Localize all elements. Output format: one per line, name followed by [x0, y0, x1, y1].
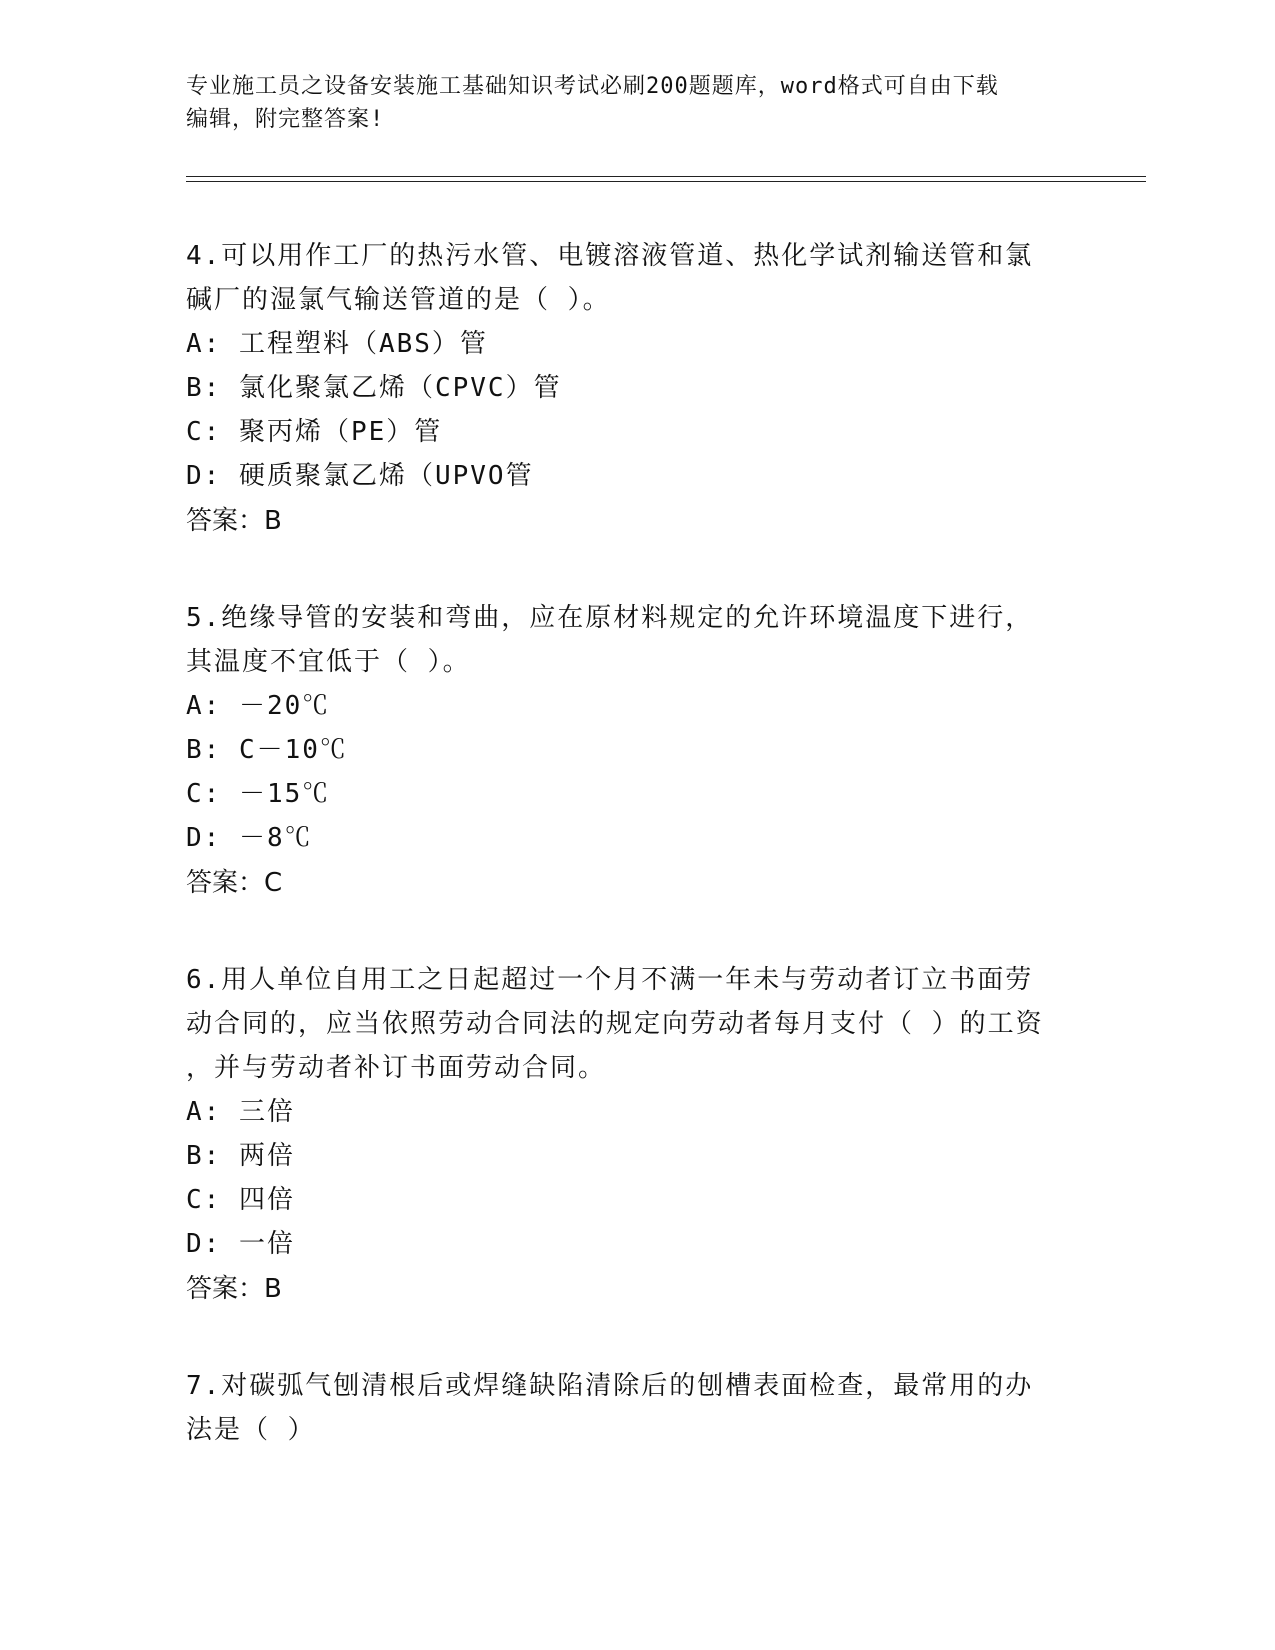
question-stem-line: 动合同的，应当依照劳动合同法的规定向劳动者每月支付（ ）的工资	[186, 1009, 1044, 1039]
option-b: B: 氯化聚氯乙烯（CPVC）管	[186, 373, 562, 403]
option-c: C: －15℃	[186, 779, 331, 809]
question-stem-line: 法是（ ）	[186, 1415, 316, 1445]
option-a: A: －20℃	[186, 691, 331, 721]
answer-label: 答案：B	[186, 506, 282, 536]
header-divider-bottom	[186, 181, 1146, 182]
question-stem-line: 6.用人单位自用工之日起超过一个月不满一年未与劳动者订立书面劳	[186, 965, 1034, 995]
header-line-2: 编辑，附完整答案!	[186, 107, 385, 132]
answer-label: 答案：C	[186, 868, 283, 898]
question-stem-line: 其温度不宜低于（ ）。	[186, 647, 471, 677]
answer-label: 答案：B	[186, 1274, 282, 1304]
document-header	[186, 70, 1066, 136]
option-d: D: 硬质聚氯乙烯（UPVO管	[186, 461, 534, 491]
option-b: B: C－10℃	[186, 735, 348, 765]
option-c: C: 聚丙烯（PE）管	[186, 417, 443, 447]
question-stem-line: 5.绝缘导管的安装和弯曲，应在原材料规定的允许环境温度下进行，	[186, 603, 1034, 633]
option-d: D: 一倍	[186, 1229, 295, 1259]
option-b: B: 两倍	[186, 1141, 295, 1171]
option-a: A: 工程塑料（ABS）管	[186, 329, 488, 359]
question-4	[186, 234, 1066, 544]
question-stem-line: ，并与劳动者补订书面劳动合同。	[186, 1053, 607, 1083]
header-divider-top	[186, 176, 1146, 177]
question-5	[186, 596, 1066, 906]
question-stem-line: 碱厂的湿氯气输送管道的是（ ）。	[186, 285, 611, 315]
question-stem-line: 7.对碳弧气刨清根后或焊缝缺陷清除后的刨槽表面检查，最常用的办	[186, 1371, 1034, 1401]
header-line-1: 专业施工员之设备安装施工基础知识考试必刷200题题库，word格式可自由下载	[186, 74, 999, 99]
option-c: C: 四倍	[186, 1185, 295, 1215]
option-a: A: 三倍	[186, 1097, 295, 1127]
question-stem-line: 4.可以用作工厂的热污水管、电镀溶液管道、热化学试剂输送管和氯	[186, 241, 1034, 271]
question-6	[186, 958, 1066, 1312]
option-d: D: －8℃	[186, 823, 313, 853]
question-7	[186, 1364, 1066, 1452]
